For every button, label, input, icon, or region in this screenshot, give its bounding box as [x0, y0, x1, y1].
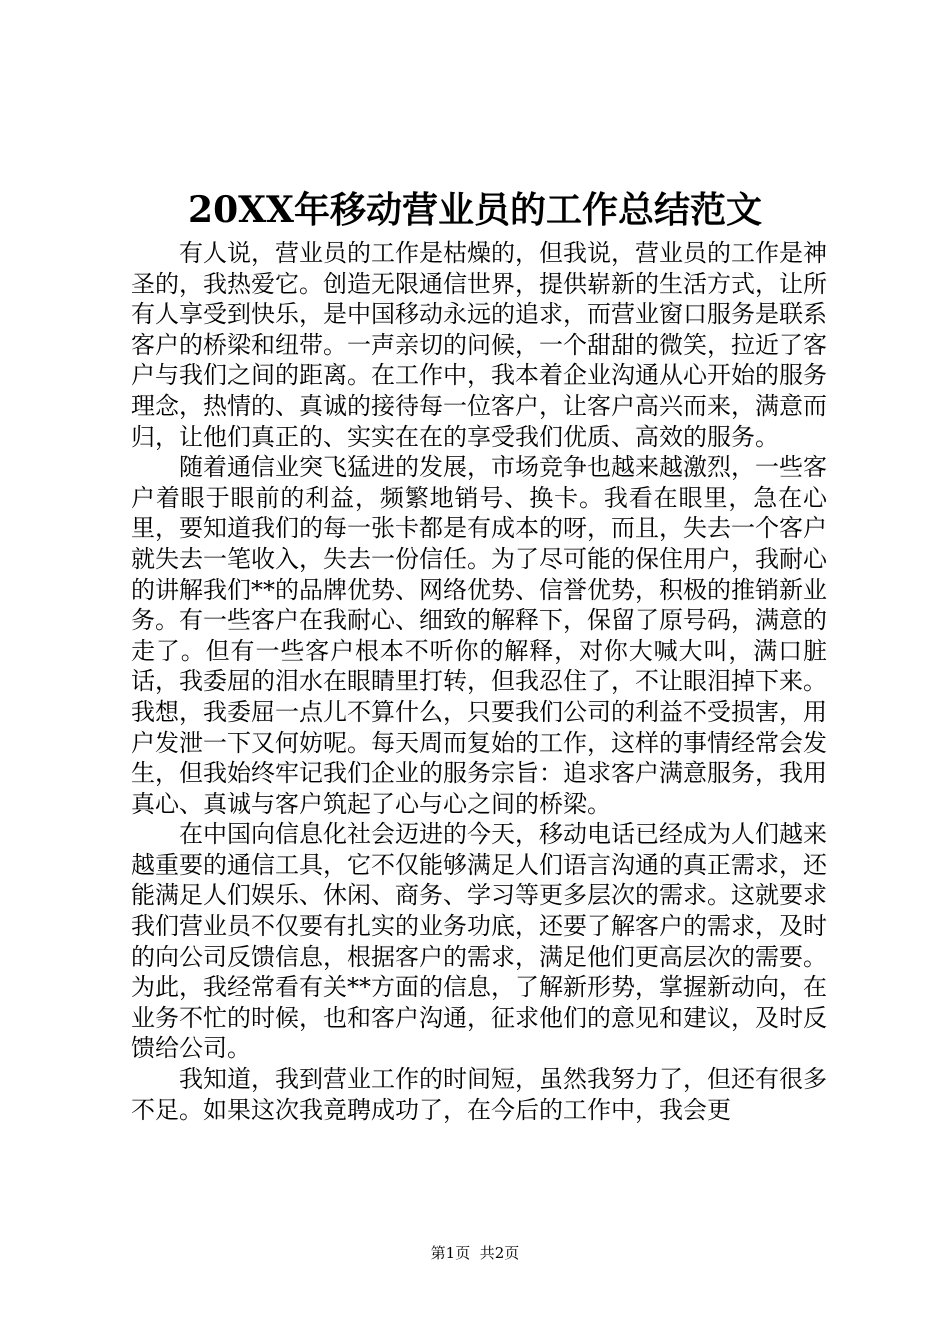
page-footer	[0, 1243, 950, 1263]
paragraph-4: 我知道，我到营业工作的时间短，虽然我努力了，但还有很多不足。如果这次我竟聘成功了，在今后的工作中，我会更	[131, 1065, 827, 1124]
footer-separator	[470, 1244, 480, 1262]
document-title: 20XX年移动营业员的工作总结范文	[188, 189, 762, 231]
paragraph-3: 在中国向信息化社会迈进的今天，移动电话已经成为人们越来越重要的通信工具，它不仅能够满足人们语言沟通的真正需求，还能满足人们娱乐、休闲、商务、学习等更多层次的需求。这就要求我们营业员不仅要有扎实的业务功底，还要了解客户的需求，及时的向公司反馈信息，根据客户的需求，满足他们更高层次的需要。为此，我经常看有关**方面的信息，了解新形势，掌握新动向，在业务不忙的时候，也和客户沟通，征求他们的意见和建议，及时反馈给公司。	[131, 820, 827, 1063]
page-number: 第1页	[430, 1244, 471, 1262]
document-body	[131, 238, 827, 1125]
paragraph-2: 随着通信业突飞猛进的发展，市场竞争也越来越激烈，一些客户着眼于眼前的利益，频繁地销号、换卡。我看在眼里，急在心里，要知道我们的每一张卡都是有成本的呀，而且，失去一个客户就失去一笔收入，失去一份信任。为了尽可能的保住用户，我耐心的讲解我们**的品牌优势、网络优势、信誉优势，积极的推销新业务。有一些客户在我耐心、细致的解释下，保留了原号码，满意的走了。但有一些客户根本不听你的解释，对你大喊大叫，满口脏话，我委屈的泪水在眼睛里打转，但我忍住了，不让眼泪掉下来。我想，我委屈一点儿不算什么，只要我们公司的利益不受损害，用户发泄一下又何妨呢。每天周而复始的工作，这样的事情经常会发生，但我始终牢记我们企业的服务宗旨：追求客户满意服务，我用真心、真诚与客户筑起了心与心之间的桥梁。	[131, 453, 827, 818]
total-pages: 共2页	[479, 1244, 520, 1262]
paragraph-1: 有人说，营业员的工作是枯燥的，但我说，营业员的工作是神圣的，我热爱它。创造无限通信世界，提供崭新的生活方式，让所有人享受到快乐，是中国移动永远的追求，而营业窗口服务是联系客户的桥梁和纽带。一声亲切的问候，一个甜甜的微笑，拉近了客户与我们之间的距离。在工作中，我本着企业沟通从心开始的服务理念，热情的、真诚的接待每一位客户，让客户高兴而来，满意而归，让他们真正的、实实在在的享受我们优质、高效的服务。	[131, 239, 827, 451]
